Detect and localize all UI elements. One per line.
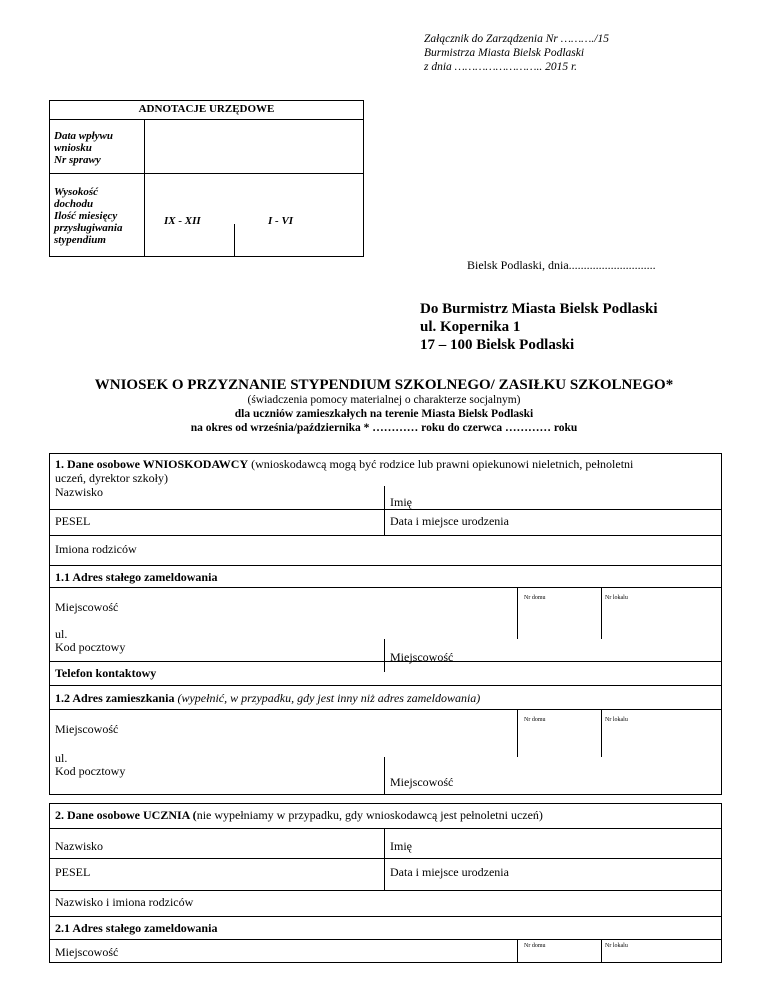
date-received-label	[54, 130, 113, 166]
header-line-1: Załącznik do Zarządzenia Nr ………./15	[424, 33, 609, 45]
registered-address-heading: 1.1 Adres stałego zameldowania	[55, 570, 218, 584]
row-divider	[50, 685, 721, 686]
field-divider	[384, 486, 385, 535]
applicant-pesel-field[interactable]: PESEL	[55, 514, 91, 528]
field-divider	[601, 939, 602, 963]
section-1-heading-bold: 1. Dane osobowe WNIOSKODAWCY	[55, 457, 249, 471]
row-divider	[50, 565, 721, 566]
applicant-surname-field[interactable]: Nazwisko	[55, 485, 103, 499]
town-field[interactable]: Miejscowość	[55, 600, 119, 614]
house-number-field-2[interactable]: Nr domu	[524, 717, 546, 723]
row-divider	[50, 661, 721, 662]
form-subtitle-3: na okres od września/października * ………… roku do czerwca ………… roku	[190, 422, 578, 434]
row-divider	[50, 939, 721, 940]
section-1-heading-line-2: uczeń, dyrektor szkoły)	[55, 471, 168, 485]
student-town-field[interactable]: Miejscowość	[55, 945, 119, 959]
field-divider	[517, 939, 518, 963]
form-subtitle-1: (świadczenia pomocy materialnej o charakterze socjalnym)	[247, 394, 521, 406]
header-line-3: z dnia …………………….. 2015 r.	[424, 61, 578, 73]
annotations-divider	[50, 173, 363, 174]
field-divider	[517, 587, 518, 639]
label-line: Data wpływu	[54, 130, 113, 142]
label-line: Nr sprawy	[54, 154, 101, 166]
place-date-line: Bielsk Podlaski, dnia.............................	[467, 258, 656, 272]
row-divider	[50, 509, 721, 510]
town-field-4[interactable]: Miejscowość	[390, 775, 454, 789]
student-birth-field[interactable]: Data i miejsce urodzenia	[390, 865, 509, 879]
form-title: WNIOSEK O PRZYZNANIE STYPENDIUM SZKOLNEGO/ ZASIŁKU SZKOLNEGO*	[94, 377, 674, 393]
row-divider	[50, 890, 721, 891]
postcode-field-2[interactable]: Kod pocztowy	[55, 764, 126, 778]
label-line: dochodu	[54, 198, 94, 210]
student-parents-field[interactable]: Nazwisko i imiona rodziców	[55, 895, 194, 909]
recipient-address	[420, 300, 658, 354]
section-2-heading-rest: nie wypełniamy w przypadku, gdy wnioskodawcą jest pełnoletni uczeń)	[196, 808, 543, 822]
recipient-line-2: ul. Kopernika 1	[420, 319, 521, 335]
town-field-2[interactable]: Miejscowość	[390, 650, 454, 664]
applicant-birth-field[interactable]: Data i miejsce urodzenia	[390, 514, 509, 528]
residence-address-heading	[55, 691, 480, 705]
residence-heading-bold: 1.2 Adres zamieszkania	[55, 691, 175, 705]
header-line-2: Burmistrza Miasta Bielsk Podlaski	[424, 47, 585, 59]
annotations-title: ADNOTACJE URZĘDOWE	[50, 101, 363, 120]
student-registered-address-heading: 2.1 Adres stałego zameldowania	[55, 921, 218, 935]
field-divider	[601, 709, 602, 757]
residence-heading-note: (wypełnić, w przypadku, gdy jest inny niż adres zameldowania)	[174, 691, 481, 705]
row-divider	[50, 858, 721, 859]
field-divider	[384, 757, 385, 795]
town-field-3[interactable]: Miejscowość	[55, 722, 119, 736]
flat-number-field-2[interactable]: Nr lokalu	[605, 717, 628, 723]
section-2-heading-bold: 2. Dane osobowe UCZNIA (	[55, 808, 197, 822]
section-1-heading-rest: (wnioskodawcą mogą być rodzice lub prawni opiekunowi nieletnich, pełnoletni	[248, 457, 634, 471]
official-annotations-table	[49, 100, 364, 257]
street-field-2[interactable]: ul.	[55, 751, 68, 765]
row-divider	[50, 587, 721, 588]
street-field[interactable]: ul.	[55, 627, 68, 641]
student-section	[49, 803, 722, 963]
flat-number-field[interactable]: Nr lokalu	[605, 595, 628, 601]
recipient-line-1: Do Burmistrz Miasta Bielsk Podlaski	[420, 301, 658, 317]
house-number-field[interactable]: Nr domu	[524, 595, 546, 601]
applicant-parents-field[interactable]: Imiona rodziców	[55, 542, 137, 556]
section-2-heading	[55, 808, 543, 822]
income-label	[54, 186, 122, 246]
row-divider	[50, 916, 721, 917]
label-line: wniosku	[54, 142, 92, 154]
annotations-divider	[144, 119, 145, 256]
student-name-field[interactable]: Imię	[390, 839, 412, 853]
label-line: Wysokość	[54, 186, 98, 198]
form-subtitle-2: dla uczniów zamieszkałych na terenie Miasta Bielsk Podlaski	[234, 408, 534, 420]
label-line: Ilość miesięcy	[54, 210, 118, 222]
period-2-label: I - VI	[268, 215, 294, 227]
field-divider	[517, 709, 518, 757]
label-line: przysługiwania	[54, 222, 123, 234]
row-divider	[50, 709, 721, 710]
section-1-heading	[55, 457, 718, 471]
applicant-section	[49, 453, 722, 795]
row-divider	[50, 828, 721, 829]
annotations-divider	[234, 224, 235, 257]
student-pesel-field[interactable]: PESEL	[55, 865, 91, 879]
student-house-number-field[interactable]: Nr domu	[524, 943, 546, 949]
student-surname-field[interactable]: Nazwisko	[55, 839, 103, 853]
applicant-name-field[interactable]: Imię	[390, 495, 412, 509]
label-line: stypendium	[54, 234, 106, 246]
postcode-field[interactable]: Kod pocztowy	[55, 640, 126, 654]
row-divider	[50, 535, 721, 536]
student-flat-number-field[interactable]: Nr lokalu	[605, 943, 628, 949]
attachment-header	[424, 32, 609, 74]
recipient-line-3: 17 – 100 Bielsk Podlaski	[420, 337, 575, 353]
field-divider	[601, 587, 602, 639]
field-divider	[384, 828, 385, 891]
phone-field[interactable]: Telefon kontaktowy	[55, 666, 157, 680]
period-1-label: IX - XII	[164, 215, 201, 227]
field-divider	[384, 639, 385, 672]
